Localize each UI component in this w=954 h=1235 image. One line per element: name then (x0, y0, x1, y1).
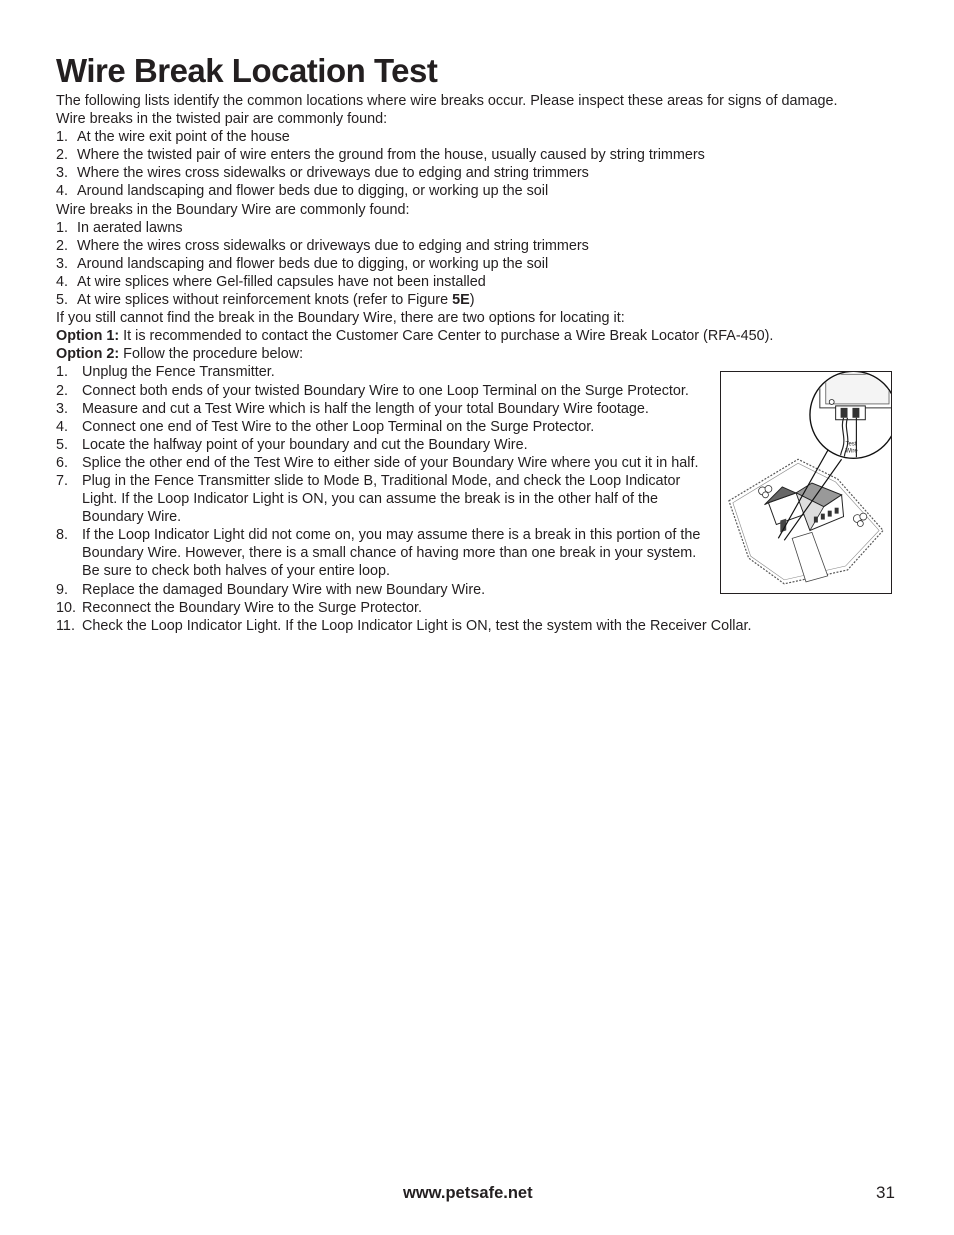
wire-break-diagram (721, 372, 891, 593)
list-item: 3. Where the wires cross sidewalks or driveways due to edging and string trimmers (56, 165, 589, 182)
list-item: 1. At the wire exit point of the house (56, 129, 290, 146)
wire-break-illustration (720, 371, 892, 594)
option-1-label: Option 1: (56, 328, 120, 345)
twisted-pair-heading: Wire breaks in the twisted pair are commonly found: (56, 111, 388, 128)
surge-protector-callout (810, 372, 891, 481)
options-intro: If you still cannot find the break in the Boundary Wire, there are two options for locating it: (56, 310, 625, 327)
list-item: 1. In aerated lawns (56, 219, 183, 236)
list-item: 3. Around landscaping and flower beds due to digging, or working up the soil (56, 255, 549, 272)
list-item: 8. If the Loop Indicator Light did not come on, you may assume there is a break in this portion of the Boundary Wire. However, there is a small chance of having more than one break in your system. Be sure to check both halves of your entire loop. (56, 527, 701, 580)
option-2-label: Option 2: (56, 346, 120, 363)
list-item: 2. Where the wires cross sidewalks or driveways due to edging and string trimmers (56, 237, 589, 254)
page-number: 31 (876, 1183, 895, 1202)
list-item: 5. Locate the halfway point of your boundary and cut the Boundary Wire. (56, 436, 528, 453)
boundary-wire-list (56, 219, 906, 309)
list-item: 4. Around landscaping and flower beds due to digging, or working up the soil (56, 183, 549, 200)
list-item: 2. Connect both ends of your twisted Boundary Wire to one Loop Terminal on the Surge Protector. (56, 382, 689, 399)
driveway (792, 532, 828, 581)
list-item: 7. Plug in the Fence Transmitter slide to Mode B, Traditional Mode, and check the Loop Indicator Light. If the Loop Indicator Light is ON, you can assume the break is in the other half of the Boundary Wire. (56, 472, 681, 526)
footer-url: www.petsafe.net (403, 1184, 533, 1202)
option-2: Option 2: Follow the procedure below: (56, 346, 304, 363)
list-item: 9. Replace the damaged Boundary Wire with new Boundary Wire. (56, 581, 486, 598)
list-item: 4. At wire splices where Gel-filled capsules have not been installed (56, 273, 486, 290)
test-wire-label: Test (845, 441, 857, 448)
twisted-pair-list (56, 128, 906, 200)
boundary-wire-heading: Wire breaks in the Boundary Wire are commonly found: (56, 201, 410, 218)
list-item: 1. Unplug the Fence Transmitter. (56, 364, 275, 381)
list-item: 11. Check the Loop Indicator Light. If the Loop Indicator Light is ON, test the system with the Receiver Collar. (56, 617, 752, 634)
figure-reference: 5E (452, 292, 470, 309)
house-icon (764, 483, 843, 532)
list-item: 6. Splice the other end of the Test Wire to either side of your Boundary Wire where you cut it in half. (56, 454, 699, 471)
list-item: 5. At wire splices without reinforcement knots (refer to Figure 5E) (56, 292, 475, 309)
test-wire-label: Wire (845, 448, 858, 455)
list-item: 10. Reconnect the Boundary Wire to the Surge Protector. (56, 599, 422, 616)
option-1: Option 1: It is recommended to contact the Customer Care Center to purchase a Wire Break Locator (RFA-450). (56, 328, 774, 345)
page-title: Wire Break Location Test (56, 52, 438, 89)
intro-text: The following lists identify the common locations where wire breaks occur. Please inspect these areas for signs of damage. (56, 93, 838, 109)
list-item: 3. Measure and cut a Test Wire which is half the length of your total Boundary Wire footage. (56, 400, 649, 417)
list-item: 2. Where the twisted pair of wire enters the ground from the house, usually caused by string trimmers (56, 147, 705, 164)
list-item: 4. Connect one end of Test Wire to the other Loop Terminal on the Surge Protector. (56, 418, 595, 435)
